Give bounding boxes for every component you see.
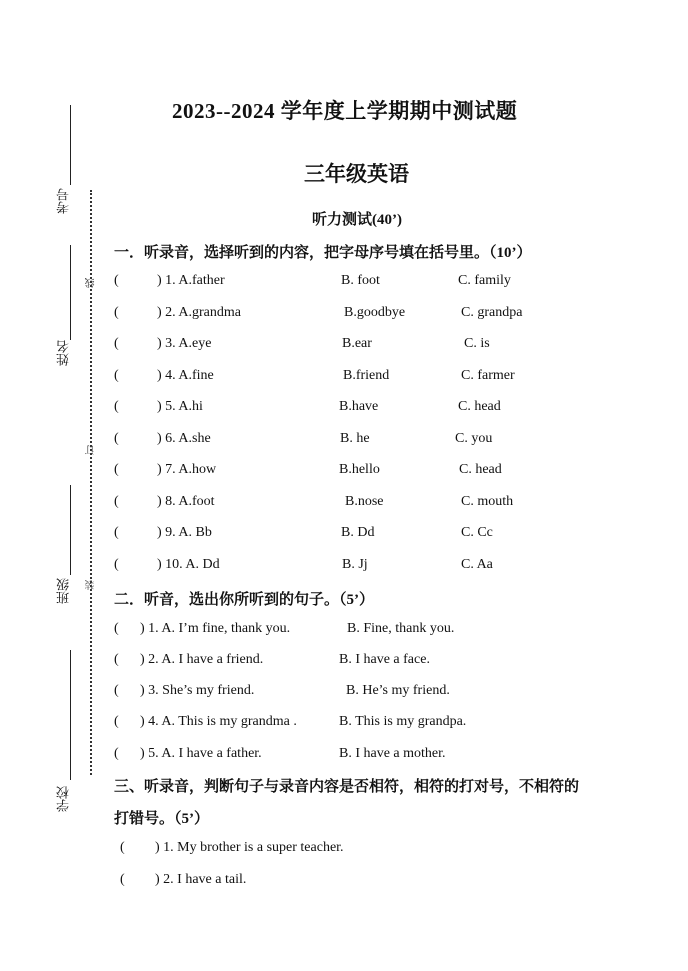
question-option-c: C. mouth <box>461 494 514 509</box>
question-option-b: B. Jj <box>342 557 368 572</box>
exam-no-line <box>70 105 71 185</box>
question-option-c: C. family <box>458 273 511 288</box>
question-option-a: ) 6. A.she <box>157 431 211 446</box>
sentence-option-a: ) 2. A. I have a friend. <box>140 652 264 667</box>
school-line <box>70 650 71 780</box>
sentence-option-a: ) 3. She’s my friend. <box>140 683 255 698</box>
answer-paren: ( <box>114 336 119 351</box>
question-option-b: B.friend <box>343 368 390 383</box>
question-option-b: B.hello <box>339 462 380 477</box>
question-option-c: C. Cc <box>461 525 493 540</box>
question-option-a: ) 2. A.grandma <box>157 305 241 320</box>
name-line <box>70 245 71 340</box>
question-option-a: ) 3. A.eye <box>157 336 212 351</box>
question-option-c: C. farmer <box>461 368 515 383</box>
seal-mark-install: 装 <box>86 580 97 590</box>
sentence-option-b: B. This is my grandpa. <box>339 714 467 729</box>
answer-paren: ( <box>114 621 119 636</box>
answer-paren: ( <box>114 399 119 414</box>
part-title: 听力测试(40’) <box>312 212 402 228</box>
question-option-a: ) 1. A.father <box>157 273 225 288</box>
question-option-b: B. he <box>340 431 370 446</box>
question-option-b: B.have <box>339 399 379 414</box>
question-option-a: ) 8. A.foot <box>157 494 215 509</box>
answer-paren: ( <box>114 683 119 698</box>
sentence-option-a: ) 5. A. I have a father. <box>140 746 262 761</box>
name-label: 姓名 <box>56 340 71 366</box>
page-subtitle: 三年级英语 <box>304 162 409 186</box>
question-option-c: C. head <box>459 462 502 477</box>
seal-mark-line: 线 <box>86 278 97 288</box>
question-option-c: C. grandpa <box>461 305 523 320</box>
question-option-a: ) 9. A. Bb <box>157 525 212 540</box>
question-option-c: C. is <box>464 336 490 351</box>
question-option-a: ) 7. A.how <box>157 462 217 477</box>
section1-heading: 一．听录音，选择听到的内容，把字母序号填在括号里。（10’） <box>114 245 532 261</box>
section3-heading-line2: 打错号。（5’） <box>114 811 209 827</box>
answer-paren: ( <box>114 652 119 667</box>
question-option-a: ) 5. A.hi <box>157 399 203 414</box>
school-label: 学校 <box>56 786 71 812</box>
seal-mark-bind: 订 <box>86 445 97 455</box>
page-title: 2023--2024 学年度上学期期中测试题 <box>172 99 518 123</box>
sentence-option-a: ) 4. A. This is my grandma . <box>140 714 297 729</box>
exam-no-label: 考号 <box>56 188 71 214</box>
section3-heading-line1: 三、听录音，判断句子与录音内容是否相符，相符的打对号，不相符的 <box>114 779 580 795</box>
answer-paren: ( <box>120 872 125 887</box>
answer-paren: ( <box>114 714 119 729</box>
answer-paren: ( <box>114 525 119 540</box>
answer-paren: ( <box>114 368 119 383</box>
answer-paren: ( <box>114 431 119 446</box>
question-option-b: B.goodbye <box>344 305 406 320</box>
question-option-b: B.nose <box>345 494 384 509</box>
answer-paren: ( <box>114 273 119 288</box>
question-option-b: B. Dd <box>341 525 375 540</box>
sentence-option-b: B. I have a face. <box>339 652 430 667</box>
answer-paren: ( <box>114 746 119 761</box>
answer-paren: ( <box>120 840 125 855</box>
question-option-c: C. Aa <box>461 557 493 572</box>
question-option-c: C. you <box>455 431 493 446</box>
question-option-c: C. head <box>458 399 501 414</box>
question-option-b: B. foot <box>341 273 380 288</box>
statement-text: ) 1. My brother is a super teacher. <box>155 840 344 855</box>
sentence-option-b: B. Fine, thank you. <box>347 621 455 636</box>
answer-paren: ( <box>114 305 119 320</box>
question-option-a: ) 10. A. Dd <box>157 557 220 572</box>
question-option-b: B.ear <box>342 336 372 351</box>
statement-text: ) 2. I have a tail. <box>155 872 247 887</box>
sentence-option-b: B. He’s my friend. <box>346 683 450 698</box>
section2-heading: 二．听音，选出你所听到的句子。（5’） <box>114 592 374 608</box>
sentence-option-a: ) 1. A. I’m fine, thank you. <box>140 621 291 636</box>
class-line <box>70 485 71 575</box>
answer-paren: ( <box>114 462 119 477</box>
question-option-a: ) 4. A.fine <box>157 368 214 383</box>
answer-paren: ( <box>114 494 119 509</box>
sentence-option-b: B. I have a mother. <box>339 746 446 761</box>
class-label: 班级 <box>56 578 71 604</box>
answer-paren: ( <box>114 557 119 572</box>
